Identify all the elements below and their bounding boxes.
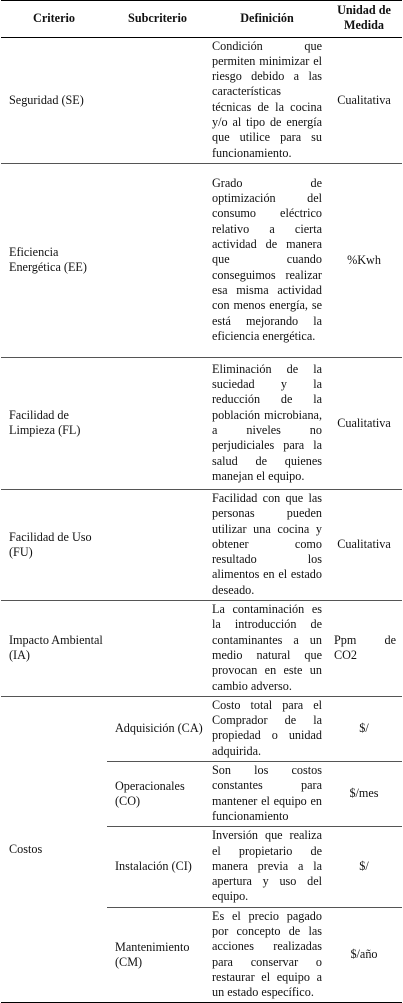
definicion-cell: Es el precio pagado por concepto de las acciones realizadas para conservar o restaurar el equipo a un estado específico.	[212, 908, 322, 1000]
criterio-cell: Seguridad (SE)	[9, 92, 84, 107]
subcriterio-cell	[107, 37, 208, 163]
table-row	[1, 489, 402, 600]
table-row	[1, 357, 402, 489]
header-unidad: Unidad de Medida	[337, 3, 391, 33]
definicion-cell: Costo total para el Comprador de la propiedad o unidad adquirida.	[208, 696, 326, 761]
criterio-cell: Facilidad de Limpieza (FL)	[9, 408, 81, 438]
unidad-cell: %Kwh	[347, 252, 381, 267]
criteria-table	[1, 0, 402, 1003]
criterio-cell: Facilidad de Uso (FU)	[9, 529, 92, 559]
definicion-cell: La contaminación es la introducción de contaminantes a un medio natural que provocan en este un cambio adverso.	[212, 602, 322, 693]
criterio-cell: Eficiencia Energética (EE)	[9, 245, 87, 275]
header-definicion: Definición	[240, 10, 294, 25]
unidad-cell: $/mes	[326, 762, 402, 827]
unidad-cell: $/	[326, 696, 402, 761]
definicion-cell: Inversión que realiza el propietario de manera previa a la apertura y uso del equipo.	[208, 827, 326, 907]
header-criterio: Criterio	[33, 10, 75, 25]
table-row	[1, 696, 402, 761]
subcriterio-cell	[107, 163, 208, 357]
table-header-row	[1, 1, 402, 38]
subcriterio-cell: Instalación (CI)	[107, 827, 208, 907]
unidad-cell: $/	[326, 827, 402, 907]
definicion-cell: Condición que permiten minimizar el riesgo debido a las características técnicas de la cocina y/o al tipo de energía que utilice para su funcionamiento.	[212, 38, 322, 160]
subcriterio-cell	[107, 489, 208, 600]
subcriterio-cell	[107, 601, 208, 697]
subcriterio-cell: Operacionales (CO)	[107, 762, 208, 827]
definicion-cell: Eliminación de la suciedad y la reducción de la población microbiana, a niveles no perjudiciales para la salud de quienes manejan el equipo.	[212, 361, 322, 483]
unidad-cell: Cualitativa	[337, 415, 391, 430]
unidad-cell: Cualitativa	[337, 92, 391, 107]
table-row	[1, 37, 402, 163]
criterio-cell: Impacto Ambiental (IA)	[9, 633, 103, 663]
definicion-cell: Son los costos constantes para mantener el equipo en funcionamiento	[208, 762, 326, 827]
definicion-cell: Facilidad con que las personas pueden utilizar una cocina y obtener como resultado los alimentos en el estado deseado.	[212, 490, 322, 597]
table-row	[1, 601, 402, 697]
header-subcriterio: Subcriterio	[128, 10, 187, 25]
unidad-cell: Ppm de CO2	[334, 633, 396, 663]
criterio-cell-costos: Costos	[1, 696, 107, 1003]
definicion-cell: Grado de optimización del consumo eléctrico relativo a cierta actividad de manera que cuando conseguimos realizar esa misma actividad con menos energía, se está mejorando la eficiencia energética.	[212, 175, 322, 343]
subcriterio-cell	[107, 357, 208, 489]
subcriterio-cell: Mantenimiento (CM)	[115, 939, 190, 970]
table-row	[1, 163, 402, 357]
subcriterio-cell: Adquisición (CA)	[107, 696, 208, 761]
unidad-cell: Cualitativa	[337, 537, 391, 552]
unidad-cell: $/año	[350, 947, 378, 962]
